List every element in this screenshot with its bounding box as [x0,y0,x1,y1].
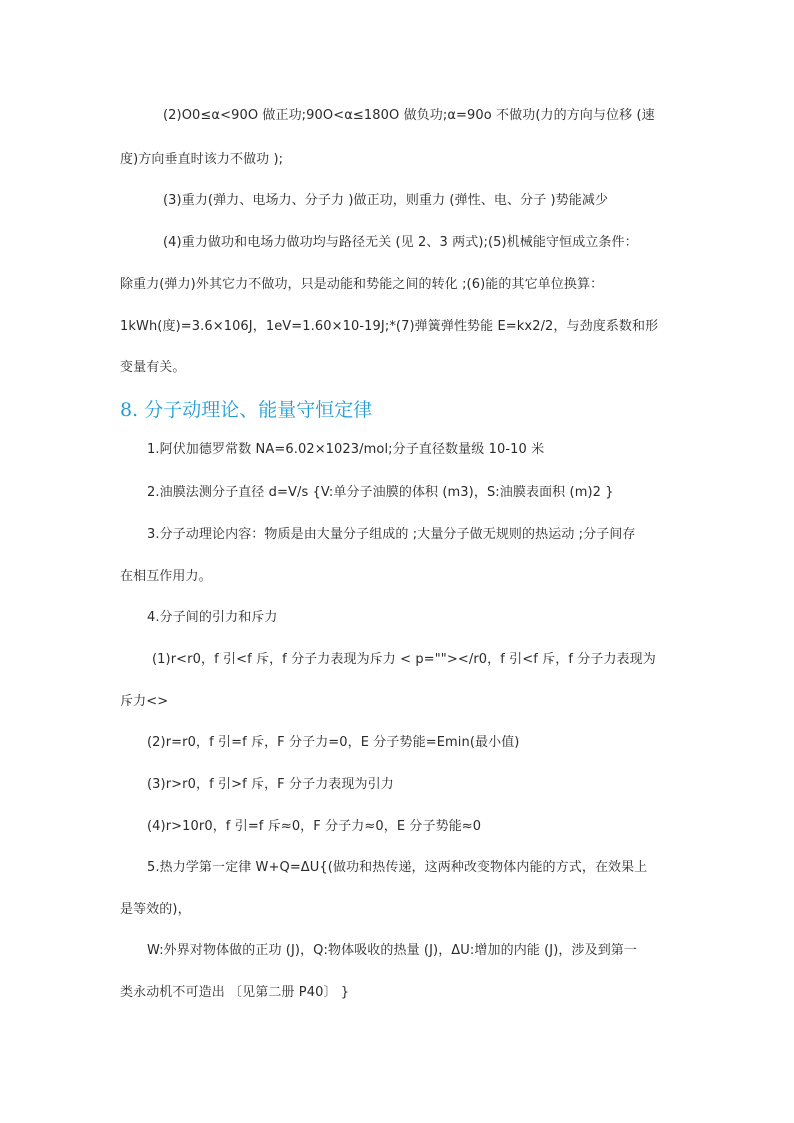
paragraph-potential-energy: (3)重力(弹力、电场力、分子力 )做正功，则重力 (弹性、电、分子 )势能减少 [163,193,609,208]
paragraph-path-independence: (4)重力做功和电场力做功均与路径无关 (见 2、3 两式);(5)机械能守恒成立条件： [163,235,638,250]
paragraph-forces-heading: 4.分子间的引力和斥力 [147,610,278,625]
section-heading [120,398,372,422]
paragraph-work-sign-cont: 度)方向垂直时该力不做功 ); [120,152,284,167]
paragraph-first-law-cont: 是等效的)， [120,902,191,917]
paragraph-force-case-3: (3)r>r0，f 引>f 斥，F 分子力表现为引力 [147,777,394,792]
paragraph-force-case-2: (2)r=r0，f 引=f 斥，F 分子力=0，E 分子势能=Emin(最小值) [147,735,520,750]
paragraph-conservation-condition: 除重力(弹力)外其它力不做功，只是动能和势能之间的转化 ;(6)能的其它单位换算： [120,277,604,292]
paragraph-first-law-symbols-cont: 类永动机不可造出 〔见第二册 P40〕 } [120,985,350,1000]
section-title: 分子动理论、能量守恒定律 [144,399,373,421]
paragraph-first-law: 5.热力学第一定律 W+Q=ΔU{(做功和热传递，这两种改变物体内能的方式，在效果上 [147,860,648,875]
section-number: 8. [120,399,139,421]
paragraph-avogadro: 1.阿伏加德罗常数 NA=6.02×1023/mol;分子直径数量级 10-10 米 [147,442,545,457]
paragraph-oil-film: 2.油膜法测分子直径 d=V/s {V:单分子油膜的体积 (m3)，S:油膜表面积 (m)2 } [147,485,614,500]
paragraph-first-law-symbols: W:外界对物体做的正功 (J)，Q:物体吸收的热量 (J)，ΔU:增加的内能 (J)，涉及到第一 [147,943,638,958]
paragraph-force-case-4: (4)r>10r0，f 引=f 斥≈0，F 分子力≈0，E 分子势能≈0 [147,819,482,834]
paragraph-kinetic-theory-cont: 在相互作用力。 [120,569,212,584]
paragraph-unit-conversion: 1kWh(度)=3.6×106J，1eV=1.60×10-19J;*(7)弹簧弹性势能 E=kx2/2，与劲度系数和形 [120,319,659,334]
paragraph-unit-conversion-cont: 变量有关。 [120,360,186,375]
paragraph-force-case-1: (1)r<r0，f 引<f 斥，f 分子力表现为斥力 < p=""></r0，f 引<f 斥，f 分子力表现为 [152,652,656,667]
paragraph-kinetic-theory: 3.分子动理论内容：物质是由大量分子组成的 ;大量分子做无规则的热运动 ;分子间存 [147,527,636,542]
paragraph-force-case-1-cont: 斥力<> [120,694,169,709]
paragraph-work-sign: (2)O0≤α<90O 做正功;90O<α≤180O 做负功;α=90o 不做功(力的方向与位移 (速 [163,108,655,123]
